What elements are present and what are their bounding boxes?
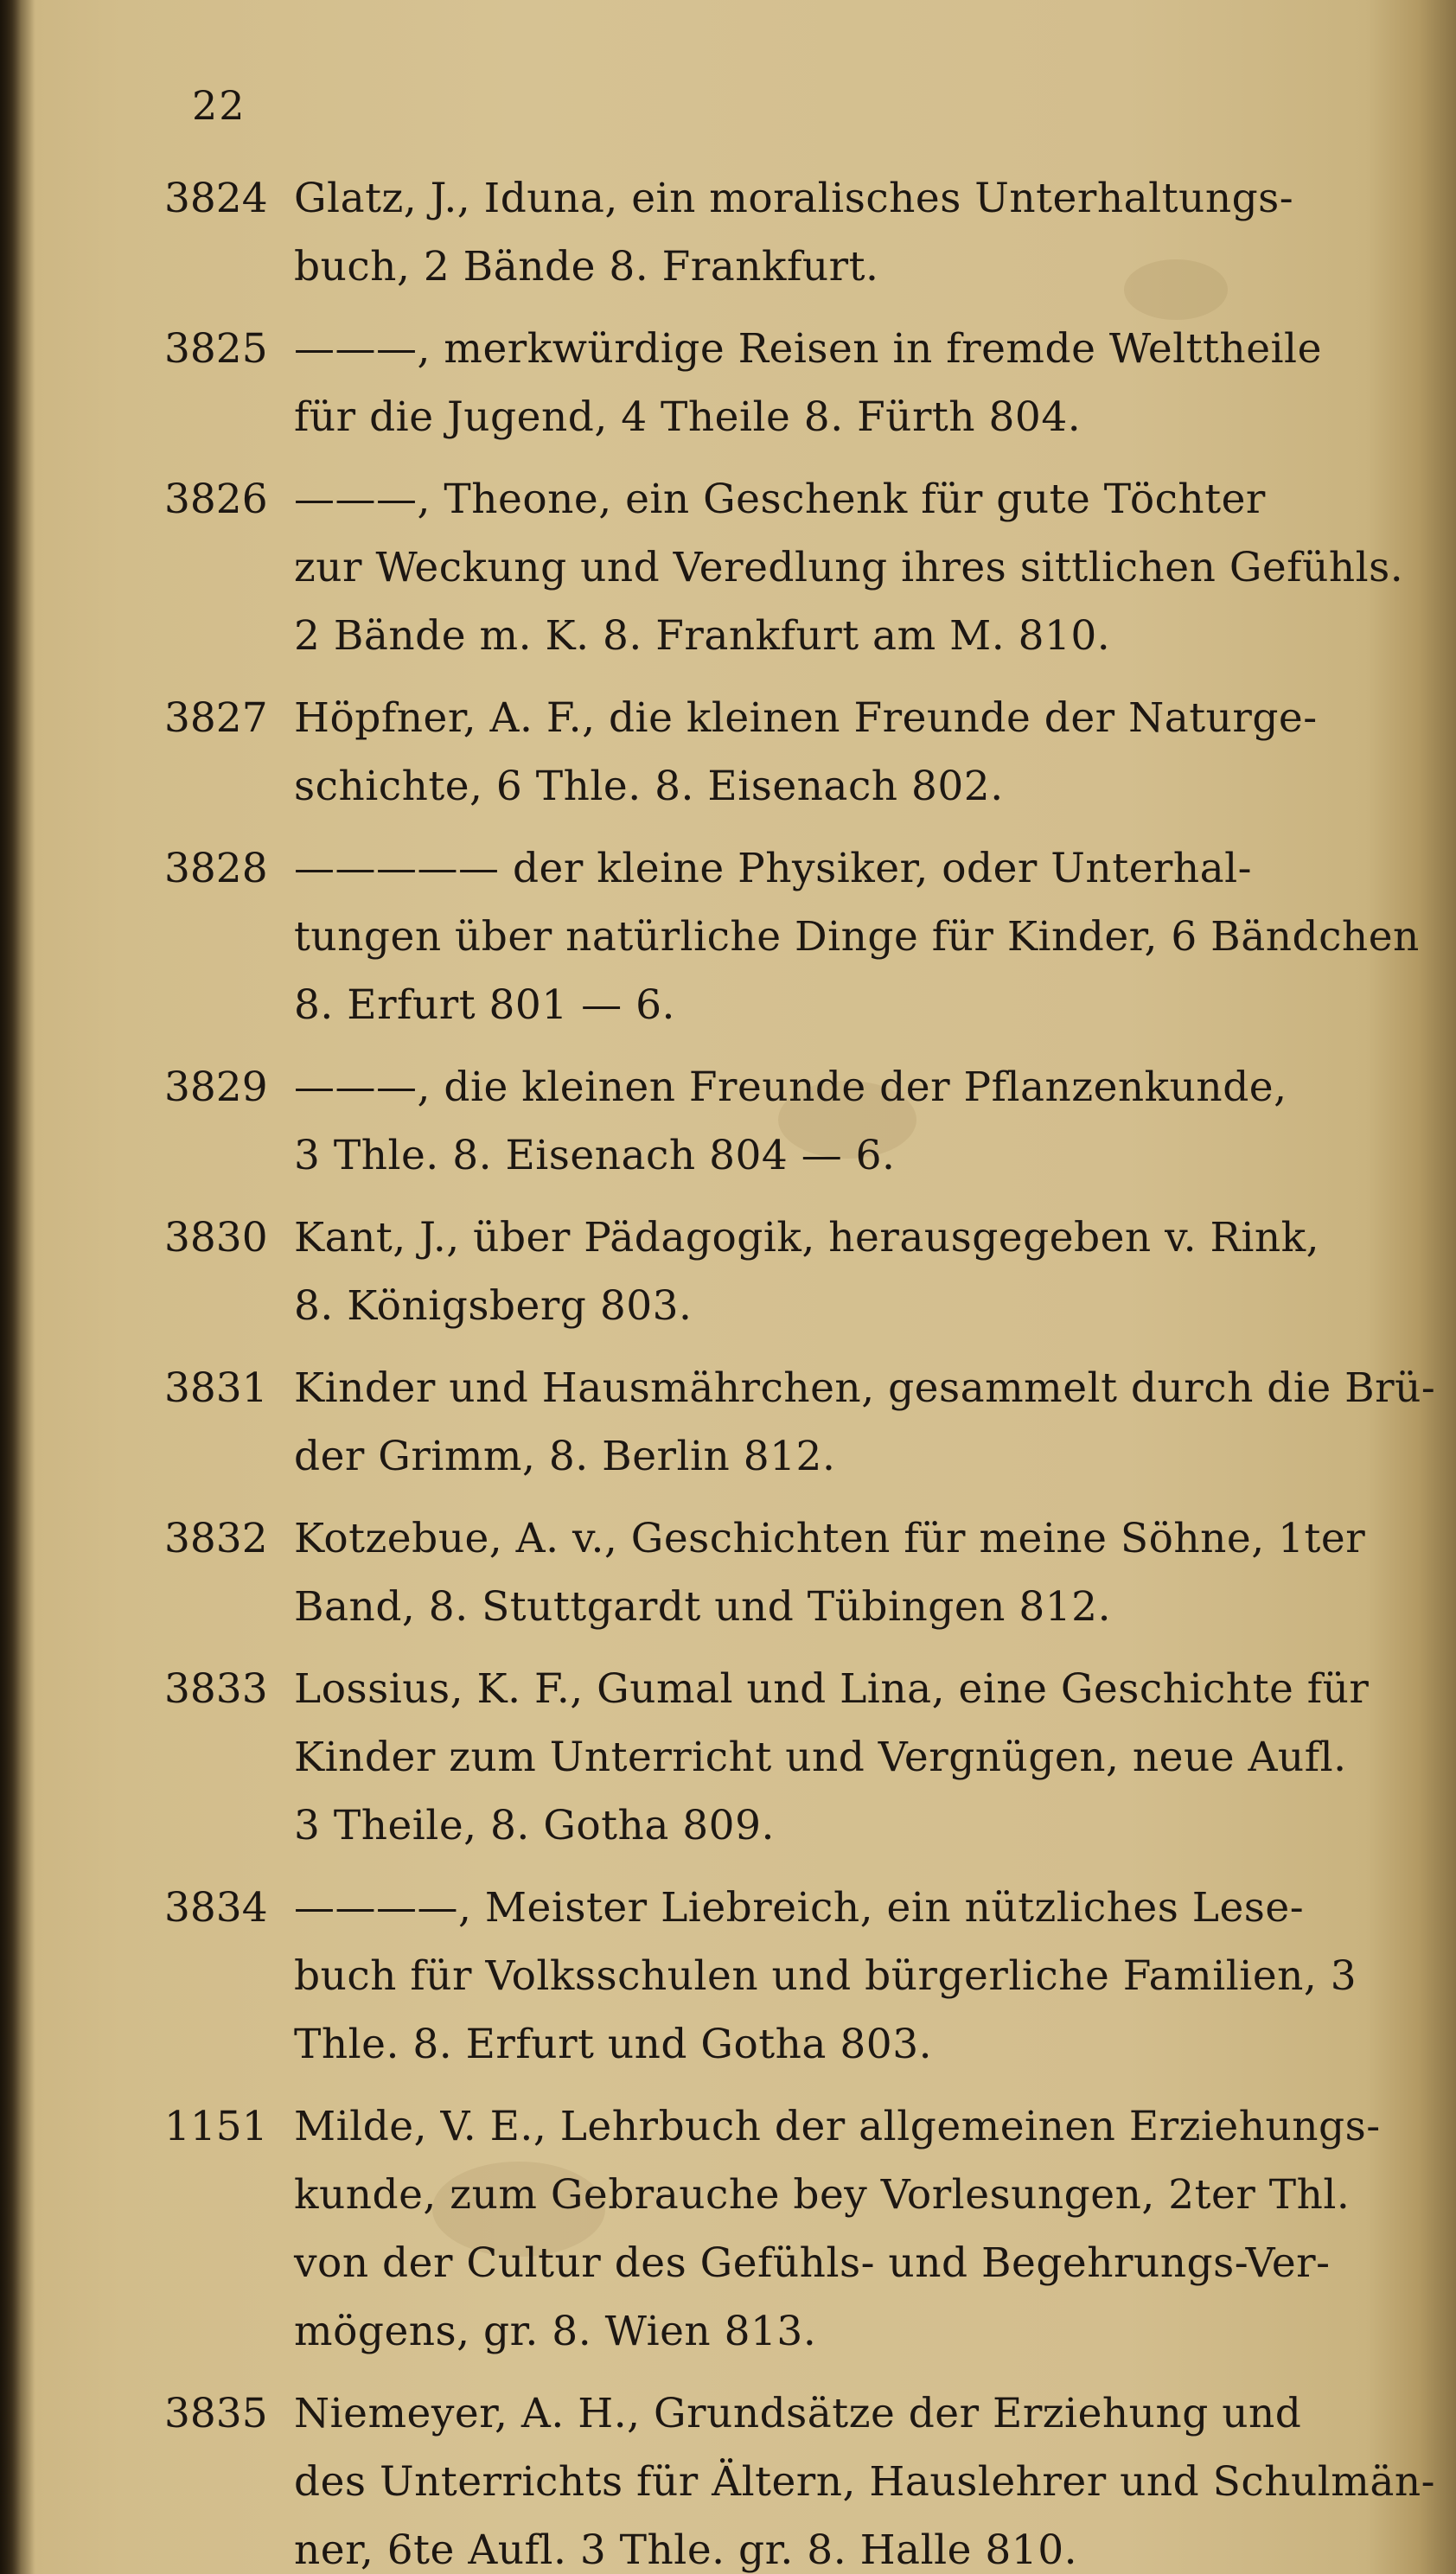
entry-text-line: ———, die kleinen Freunde der Pflanzenkunde, xyxy=(294,1063,1287,1111)
entry-number: 3834 xyxy=(164,1884,268,1932)
entry-text-line: schichte, 6 Thle. 8. Eisenach 802. xyxy=(294,763,1004,810)
bibliography-entry xyxy=(164,1504,1366,1641)
entry-text-line: für die Jugend, 4 Theile 8. Fürth 804. xyxy=(294,393,1082,441)
entry-number: 3832 xyxy=(164,1515,268,1562)
entry-number: 3824 xyxy=(164,175,268,222)
bibliography-entry xyxy=(164,2379,1436,2574)
entry-text-line: buch, 2 Bände 8. Frankfurt. xyxy=(294,243,879,291)
entry-text-line: ————, Meister Liebreich, ein nützliches Lese- xyxy=(294,1884,1305,1932)
entry-text-line: von der Cultur des Gefühls- und Begehrungs-Ver- xyxy=(294,2239,1331,2287)
entry-text-line: 8. Königsberg 803. xyxy=(294,1282,693,1330)
bibliography-entry xyxy=(164,465,1404,670)
bibliography-entry xyxy=(164,164,1357,301)
entry-text-line: 3 Thle. 8. Eisenach 804 — 6. xyxy=(294,1132,896,1179)
entry-text-line: buch für Volksschulen und bürgerliche Familien, 3 xyxy=(294,1952,1357,2000)
entry-text-line: ner, 6te Aufl. 3 Thle. gr. 8. Halle 810. xyxy=(294,2526,1078,2574)
page-number: 22 xyxy=(192,82,246,129)
entry-text-line: kunde, zum Gebrauche bey Vorlesungen, 2ter Thl. xyxy=(294,2171,1351,2219)
entry-text-line: Kotzebue, A. v., Geschichten für meine Söhne, 1ter xyxy=(294,1515,1366,1562)
entry-text-line: Thle. 8. Erfurt und Gotha 803. xyxy=(294,2021,933,2068)
bibliography-entry xyxy=(164,2092,1381,2366)
entry-number: 3828 xyxy=(164,845,268,892)
entry-text-line: Kant, J., über Pädagogik, herausgegeben v. Rink, xyxy=(294,1214,1320,1261)
entry-number: 3825 xyxy=(164,325,268,373)
entry-text-line: des Unterrichts für Ältern, Hauslehrer und Schulmän- xyxy=(294,2458,1436,2506)
entry-number: 3826 xyxy=(164,476,268,523)
entry-text-line: Kinder zum Unterricht und Vergnügen, neue Aufl. xyxy=(294,1734,1347,1781)
entry-text-line: 3 Theile, 8. Gotha 809. xyxy=(294,1802,775,1849)
entry-number: 1151 xyxy=(164,2103,268,2150)
bibliography-entry xyxy=(164,684,1357,821)
entry-number: 3827 xyxy=(164,694,268,742)
entry-text-line: ———, merkwürdige Reisen in fremde Welttheile xyxy=(294,325,1322,373)
entry-number: 3835 xyxy=(164,2390,268,2437)
entry-text-line: Band, 8. Stuttgardt und Tübingen 812. xyxy=(294,1583,1112,1631)
bibliography-entry xyxy=(164,1354,1436,1491)
entry-text-line: Kinder und Hausmährchen, gesammelt durch die Brü- xyxy=(294,1364,1436,1412)
entry-number: 3830 xyxy=(164,1214,268,1261)
entry-text-line: der Grimm, 8. Berlin 812. xyxy=(294,1433,836,1480)
bibliography-entry xyxy=(164,834,1420,1039)
entry-text-line: mögens, gr. 8. Wien 813. xyxy=(294,2308,817,2355)
entry-text-line: zur Weckung und Veredlung ihres sittlichen Gefühls. xyxy=(294,544,1404,591)
entry-text-line: ———, Theone, ein Geschenk für gute Töchter xyxy=(294,476,1266,523)
entry-text-line: tungen über natürliche Dinge für Kinder, 6 Bändchen xyxy=(294,913,1420,961)
entry-number: 3831 xyxy=(164,1364,268,1412)
entry-text-line: 8. Erfurt 801 — 6. xyxy=(294,981,675,1029)
bibliography-entry xyxy=(164,1053,1357,1190)
entry-text-line: Milde, V. E., Lehrbuch der allgemeinen Erziehungs- xyxy=(294,2103,1381,2150)
bibliography-entry xyxy=(164,315,1357,451)
entry-text-line: Lossius, K. F., Gumal und Lina, eine Geschichte für xyxy=(294,1665,1370,1713)
entry-text-line: Glatz, J., Iduna, ein moralisches Unterhaltungs- xyxy=(294,175,1294,222)
bibliography-entry xyxy=(164,1874,1357,2079)
entry-number: 3829 xyxy=(164,1063,268,1111)
entry-text-line: Niemeyer, A. H., Grundsätze der Erziehung und xyxy=(294,2390,1302,2437)
bibliography-entry xyxy=(164,1655,1370,1860)
entry-text-line: ————— der kleine Physiker, oder Unterhal- xyxy=(294,845,1253,892)
spine-shadow xyxy=(0,0,35,2574)
entry-number: 3833 xyxy=(164,1665,268,1713)
bibliography-list xyxy=(164,164,1436,2574)
bibliography-entry xyxy=(164,1204,1357,1340)
entry-text-line: 2 Bände m. K. 8. Frankfurt am M. 810. xyxy=(294,612,1111,660)
entry-text-line: Höpfner, A. F., die kleinen Freunde der Naturge- xyxy=(294,694,1318,742)
